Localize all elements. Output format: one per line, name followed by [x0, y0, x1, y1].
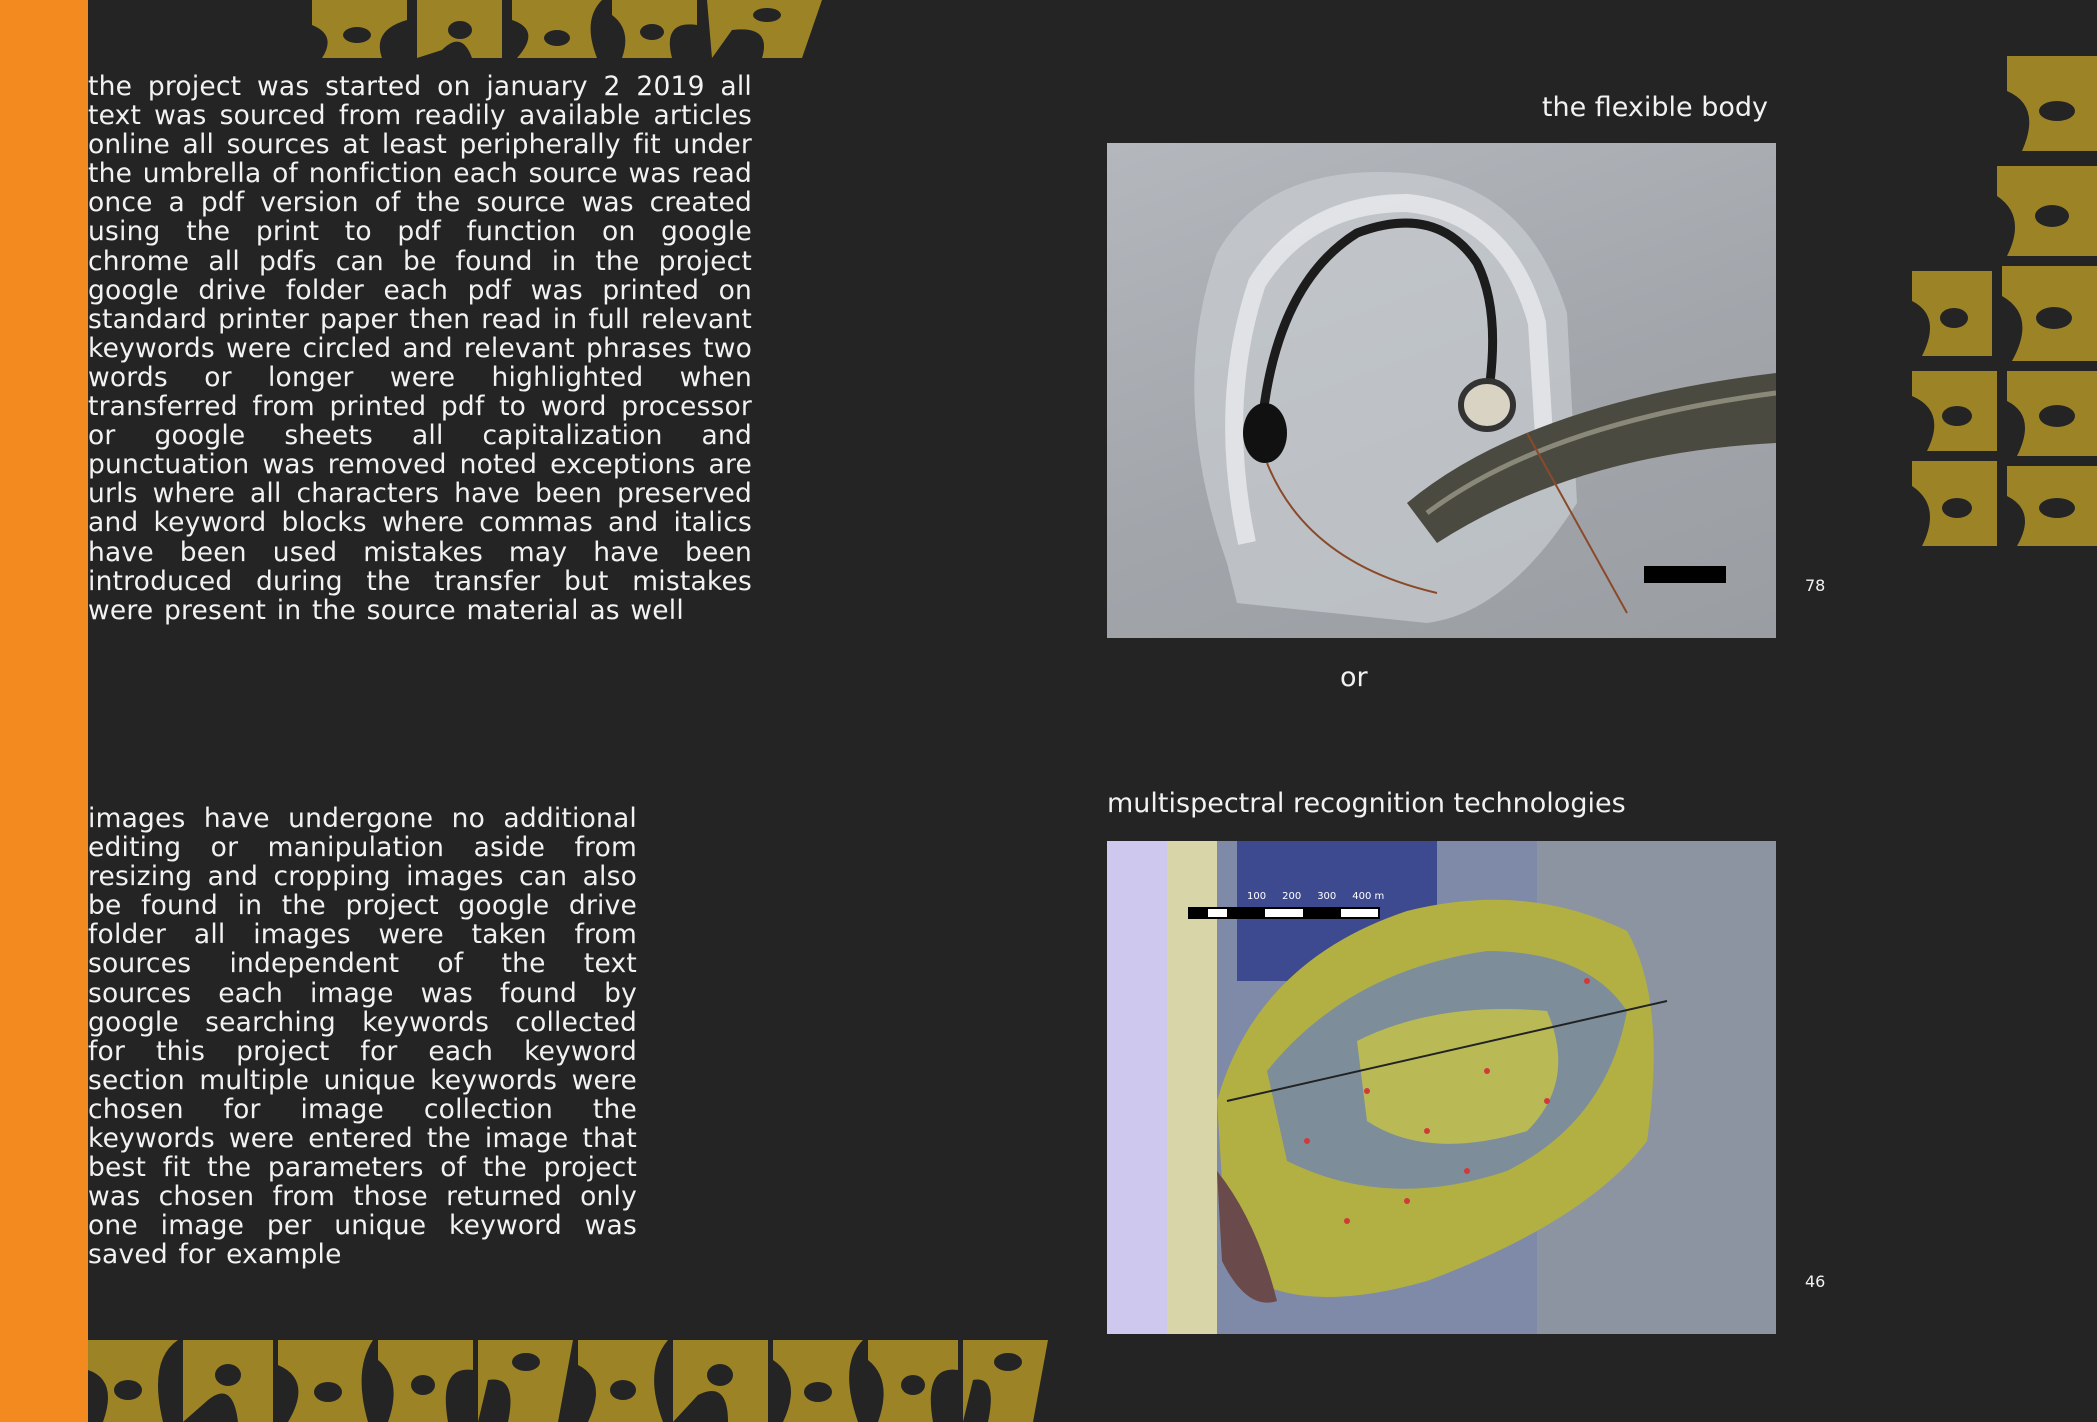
decorative-lettering-bottom	[88, 1340, 1048, 1422]
caption-multispectral: multispectral recognition technologies	[1107, 788, 1626, 819]
map-scale-bar	[1189, 908, 1379, 918]
scale-bar-labels	[1247, 891, 1384, 902]
scale-label: 100	[1247, 891, 1267, 902]
multispectral-map-illustration	[1107, 841, 1776, 1334]
photo-flexible-body	[1107, 143, 1776, 638]
scale-label: 400 m	[1352, 891, 1385, 902]
scale-bar-black	[1644, 566, 1726, 583]
decorative-lettering-top	[312, 0, 822, 60]
photo-multispectral	[1107, 841, 1776, 1334]
caption-flexible-body: the flexible body	[1541, 92, 1768, 123]
flexible-device-illustration	[1107, 143, 1776, 638]
paragraph-images: images have undergone no additional editing or manipulation aside from resizing and cropping images can also be found in the project google drive folder all images were taken from sources independent of the text sources each image was found by google searching keywords collected for this project for each keyword section multiple unique keywords were chosen for image collection the keywords were entered the image that best fit the parameters of the project was chosen from those returned only one image per unique keyword was saved for example	[88, 803, 637, 1271]
caption-or: or	[1340, 662, 1368, 693]
page-number-top: 78	[1805, 576, 1826, 595]
page-number-bottom: 46	[1805, 1272, 1826, 1291]
text-block-images	[88, 804, 637, 1270]
scale-label: 300	[1317, 891, 1337, 902]
text-block-methodology	[88, 72, 752, 625]
scale-label: 200	[1282, 891, 1302, 902]
orange-side-bar	[0, 0, 88, 1422]
decorative-lettering-right	[1912, 56, 2097, 546]
paragraph-methodology: the project was started on january 2 2019 all text was sourced from readily available articles online all sources at least peripherally fit under the umbrella of nonfiction each source was read once a pdf version of the source was created using the print to pdf function on google chrome all pdfs can be found in the project google drive folder each pdf was printed on standard printer paper then read in full relevant keywords were circled and relevant phrases two words or longer were highlighted when transferred from printed pdf to word processor or google sheets all capitalization and punctuation was removed noted exceptions are urls where all characters have been preserved and keyword blocks where commas and italics have been used mistakes may have been introduced during the transfer but mistakes were present in the source material as well	[88, 71, 752, 626]
